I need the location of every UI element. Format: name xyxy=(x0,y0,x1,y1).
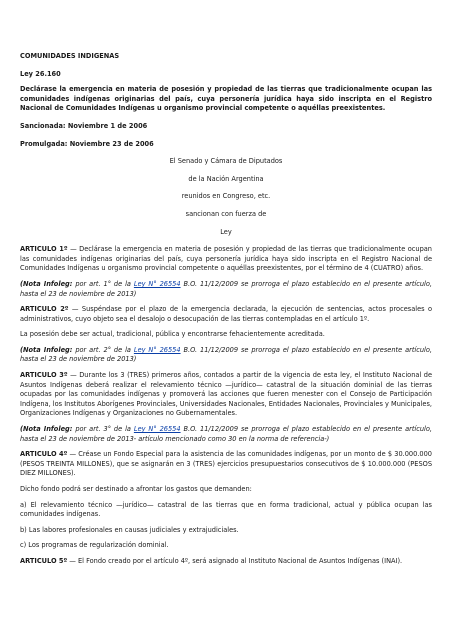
list-item-c: c) Los programas de regularización dominial. xyxy=(20,541,169,550)
law-summary: Declárase la emergencia en materia de posesión y propiedad de las tierras que tradicionalmente ocupan las comunidades indígenas originarias del país, cuya personería jurídica haya sido inscripta en el Registro Nacional de Comunidades Indígenas u organismo provincial competente o aquéllas preexistentes. xyxy=(20,85,432,113)
note-text: por art. 3° de la xyxy=(72,425,134,434)
article-3 xyxy=(20,371,432,419)
note-label: (Nota Infoleg: xyxy=(20,345,73,354)
article-text: — El Fondo creado por el artículo 4º, será asignado al Instituto Nacional de Asuntos Indígenas (INAI). xyxy=(67,556,403,565)
article-label: ARTICULO 4º xyxy=(20,450,68,459)
infoleg-note xyxy=(20,346,432,365)
document-heading: COMUNIDADES INDIGENAS xyxy=(20,52,120,60)
enactment-line: sancionan con fuerza de xyxy=(185,209,267,218)
note-text: por art. 1° de la xyxy=(72,279,134,288)
sanctioned-date: Sancionada: Noviembre 1 de 2006 xyxy=(20,121,148,130)
list-item-b: b) Las labores profesionales en causas judiciales y extrajudiciales. xyxy=(20,525,239,534)
article-text: — Declárase la emergencia en materia de posesión y propiedad de las tierras que tradicionalmente ocupan las comunidades indígenas originarias del país, cuya personería jurídica haya sido inscripta en el Registro Nacional de Comunidades Indígenas u organismo provincial competente o aquéllas preexistentes, por el término de 4 (CUATRO) años. xyxy=(20,245,432,273)
law-number: Ley 26.160 xyxy=(20,69,61,78)
enactment-formula xyxy=(20,157,432,237)
article-label: ARTICULO 3º xyxy=(20,371,68,380)
note-text: B.O. 11/12/2009 se prorroga el plazo establecido en el presente artículo, hasta el 23 de noviembre de 2013) xyxy=(20,345,432,364)
law-26554-link[interactable]: Ley N° 26554 xyxy=(133,425,181,434)
article-text: — Suspéndase por el plazo de la emergencia declarada, la ejecución de sentencias, actos procesales o administrativos, cuyo objeto sea el desalojo o desocupación de las tierras contempladas en el artículo 1º. xyxy=(20,305,432,323)
enactment-line: Ley xyxy=(220,227,232,236)
note-text: B.O. 11/12/2009 se prorroga el plazo establecido en el presente artículo, hasta el 23 de noviembre de 2013) xyxy=(20,279,432,298)
note-text: por art. 2° de la xyxy=(72,345,134,354)
enactment-line: reunidos en Congreso, etc. xyxy=(181,192,271,201)
article-5 xyxy=(20,557,432,567)
promulgated-date: Promulgada: Noviembre 23 de 2006 xyxy=(20,139,154,148)
article-1 xyxy=(20,245,432,274)
article-paragraph: Dicho fondo podrá ser destinado a afrontar los gastos que demanden: xyxy=(20,485,252,493)
article-4 xyxy=(20,450,432,479)
law-26554-link[interactable]: Ley N° 26554 xyxy=(133,279,181,288)
article-label: ARTICULO 1º xyxy=(20,245,68,254)
article-label: ARTICULO 5º xyxy=(20,556,68,565)
enactment-line: de la Nación Argentina xyxy=(188,174,264,183)
infoleg-note xyxy=(20,280,432,299)
article-text: — Durante los 3 (TRES) primeros años, contados a partir de la vigencia de esta ley, el Instituto Nacional de Asuntos Indígenas deberá realizar el relevamiento técnico —jurídico— catastral de la situación dominial de las tierras ocupadas por las comunidades indígenas y promoverá las acciones que fueren menester con el Consejo de Participación Indígena, los Institutos Aborígenes Provinciales, Universidades Nacionales, Entidades Nacionales, Provinciales y Municipales, Organizaciones Indígenas y Organizaciones no Gubernamentales. xyxy=(20,371,432,418)
law-26554-link[interactable]: Ley N° 26554 xyxy=(133,345,181,354)
article-2 xyxy=(20,305,432,324)
list-item-a: a) El relevamiento técnico —jurídico— catastral de las tierras que en forma tradicional, actual y pública ocupan las comunidades indígenas. xyxy=(20,500,432,519)
note-label: (Nota Infoleg: xyxy=(20,279,73,288)
infoleg-note xyxy=(20,425,432,444)
article-paragraph: La posesión debe ser actual, tradicional, pública y encontrarse fehacientemente acreditada. xyxy=(20,330,325,339)
enactment-line: El Senado y Cámara de Diputados xyxy=(169,157,283,166)
article-text: — Créase un Fondo Especial para la asistencia de las comunidades indígenas, por un monto de $ 30.000.000 (PESOS TREINTA MILLONES), que se asignarán en 3 (TRES) ejercicios presupuestarios consecutivos de $ 10.000.000 (PESOS DIEZ MILLONES). xyxy=(20,450,432,478)
article-label: ARTICULO 2º xyxy=(20,305,69,314)
note-text: B.O. 11/12/2009 se prorroga el plazo establecido en el presente artículo, hasta el 23 de noviembre de 2013- artículo mencionado como 30 en la norma de referencia-) xyxy=(20,425,432,443)
note-label: (Nota Infoleg: xyxy=(20,425,73,434)
